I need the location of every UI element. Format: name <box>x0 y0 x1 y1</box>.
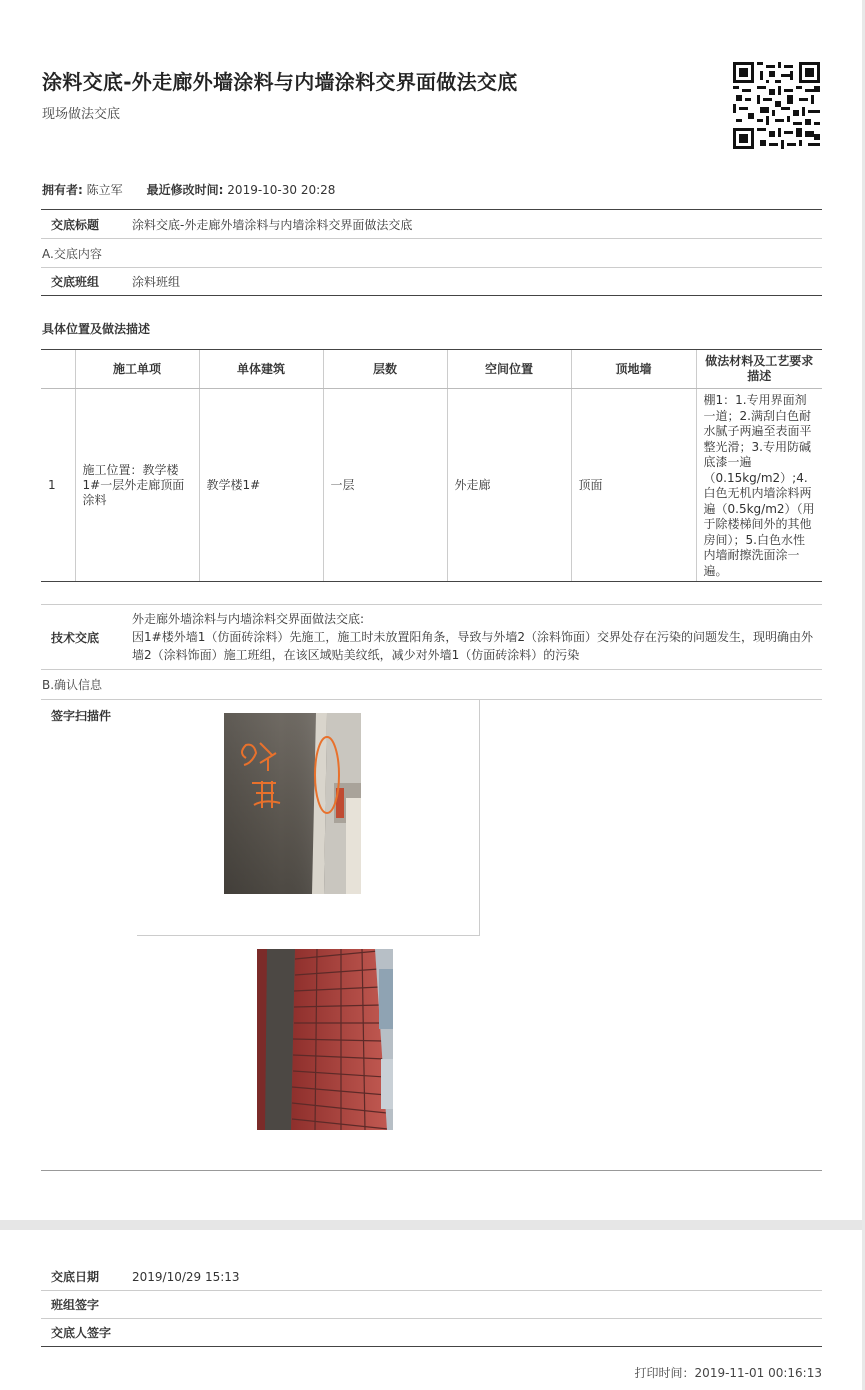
tech-content <box>132 610 822 664</box>
page-break <box>0 1220 865 1230</box>
signoff-row-date <box>41 1263 822 1291</box>
owner-value: 陈立军 <box>86 183 123 197</box>
info-row-team <box>41 268 822 296</box>
sign-scan-label: 签字扫描件 <box>51 709 112 723</box>
team-value: 涂料班组 <box>132 275 181 289</box>
table-row <box>41 389 822 582</box>
col-surface: 顶地墙 <box>571 350 696 389</box>
col-description: 做法材料及工艺要求描述 <box>696 350 822 389</box>
qr-code-icon <box>733 62 820 149</box>
section-b-heading: B.确认信息 <box>41 670 822 700</box>
signoff-table <box>41 1263 822 1347</box>
title-label: 交底标题 <box>51 217 100 232</box>
section-a-heading: A.交底内容 <box>42 246 102 261</box>
tech-briefing-row <box>41 604 822 670</box>
document-title: 涂料交底-外走廊外墙涂料与内墙涂料交界面做法交底 <box>42 70 518 94</box>
detail-table <box>41 349 822 582</box>
modified-label: 最近修改时间: <box>146 183 224 197</box>
modified-value: 2019-10-30 20:28 <box>227 183 336 197</box>
col-item: 施工单项 <box>75 350 199 389</box>
tech-line-2: 因1#楼外墙1（仿面砖涂料）先施工，施工时未放置阳角条，导致与外墙2（涂料饰面）交界处存在污染的问题发生，现明确由外墙2（涂料饰面）施工班组，在该区域贴美纹纸，减少对外墙1（仿面砖涂料）的污染 <box>132 630 813 662</box>
team-label: 交底班组 <box>51 275 100 289</box>
site-photo-brick-wall <box>257 949 393 1130</box>
info-row-section-a <box>41 239 822 268</box>
detail-header-row <box>41 350 822 389</box>
person-sign-label: 交底人签字 <box>51 1326 112 1340</box>
cell-space: 外走廊 <box>447 389 571 582</box>
cell-item: 施工位置：教学楼1#一层外走廊顶面涂料 <box>75 389 199 582</box>
signoff-row-person <box>41 1319 822 1347</box>
detail-heading: 具体位置及做法描述 <box>42 322 151 336</box>
col-index <box>41 350 75 389</box>
print-time: 打印时间：2019-11-01 00:16:13 <box>634 1366 822 1380</box>
info-row-title <box>41 210 822 239</box>
date-value: 2019/10/29 15:13 <box>132 1269 240 1284</box>
cell-index: 1 <box>41 389 75 582</box>
document-subtitle: 现场做法交底 <box>42 107 121 122</box>
team-sign-label: 班组签字 <box>51 1298 100 1312</box>
cell-description: 棚1：1.专用界面剂一道；2.满刮白色耐水腻子两遍至表面平整光滑；3.专用防碱底漆一遍（0.15kg/m2）;4.白色无机内墙涂料两遍（0.5kg/m2）（用于除楼梯间外的其他房间）；5.白色水性内墙耐擦洗面涂一遍。 <box>696 389 822 582</box>
title-value: 涂料交底-外走廊外墙涂料与内墙涂料交界面做法交底 <box>132 217 413 232</box>
date-label: 交底日期 <box>51 1270 100 1284</box>
col-floor: 层数 <box>323 350 447 389</box>
col-building: 单体建筑 <box>199 350 323 389</box>
cell-surface: 顶面 <box>571 389 696 582</box>
tech-label: 技术交底 <box>51 630 100 645</box>
site-photo-wall-corner <box>224 713 361 894</box>
signoff-row-team <box>41 1291 822 1319</box>
info-table <box>41 209 822 296</box>
tech-line-1: 外走廊外墙涂料与内墙涂料交界面做法交底: <box>132 612 365 626</box>
document-meta <box>42 181 359 198</box>
col-space: 空间位置 <box>447 350 571 389</box>
cell-building: 教学楼1# <box>199 389 323 582</box>
cell-floor: 一层 <box>323 389 447 582</box>
owner-label: 拥有者: <box>42 183 83 197</box>
page-cut-line <box>41 1170 822 1171</box>
